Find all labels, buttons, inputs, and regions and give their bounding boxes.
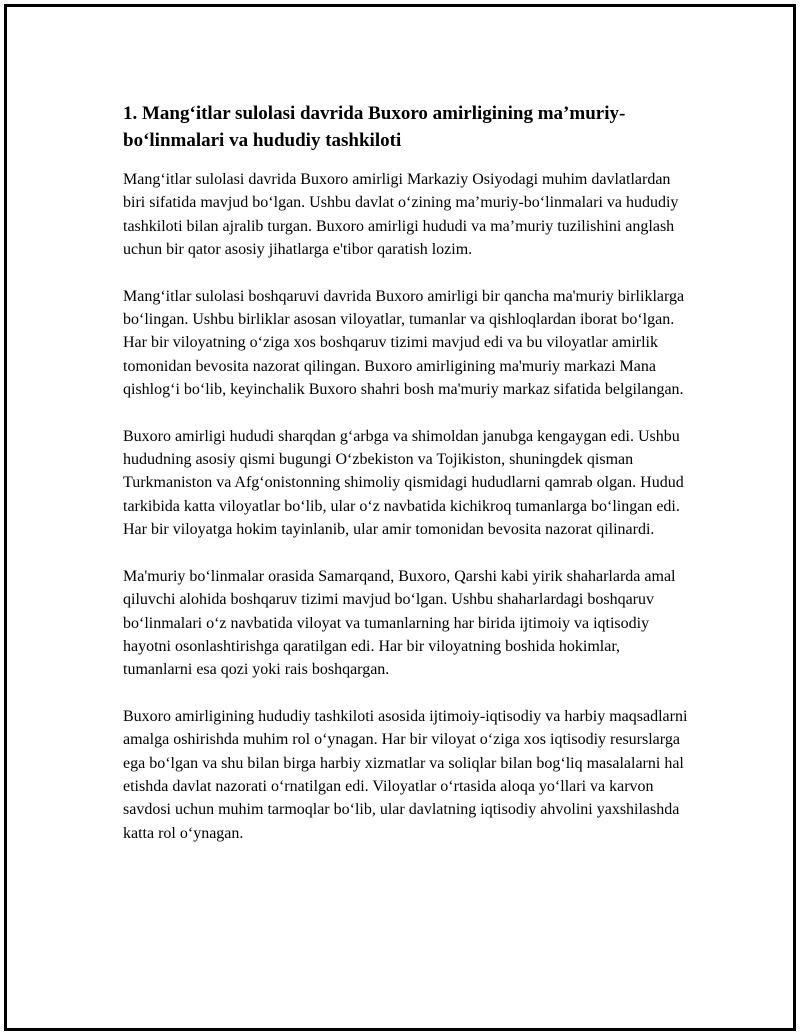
section-heading: 1. Mang‘itlar sulolasi davrida Buxoro amirligining ma’muriy-bo‘linmalari va hududiy tashkiloti: [123, 103, 626, 151]
paragraph-3: Buxoro amirligi hududi sharqdan g‘arbga va shimoldan janubga kengaygan edi. Ushbu hududning asosiy qismi bugungi O‘zbekiston va Tojikiston, shuningdek qisman Turkmaniston va Afg‘onistonning shimoliy qismidagi hududlarni qamrab olgan. Hudud tarkibida katta viloyatlar bo‘lib, ular o‘z navbatida kichikroq tumanlarga bo‘lingan edi. Har bir viloyatga hokim tayinlanib, ular amir tomonidan bevosita nazorat qilinardi.: [123, 427, 684, 539]
document-page: [4, 4, 796, 1031]
paragraph-1: Mang‘itlar sulolasi davrida Buxoro amirligi Markaziy Osiyodagi muhim davlatlardan biri sifatida mavjud bo‘lgan. Ushbu davlat o‘zining ma’muriy-bo‘linmalari va hududiy tashkiloti bilan ajralib turgan. Buxoro amirligi hududi va ma’muriy tuzilishini anglash uchun bir qator asosiy jihatlarga e'tibor qaratish lozim.: [123, 171, 679, 259]
document-body: [123, 100, 693, 868]
paragraph-5: Buxoro amirligining hududiy tashkiloti asosida ijtimoiy-iqtisodiy va harbiy maqsadlarni amalga oshirishda muhim rol o‘ynagan. Har bir viloyat o‘ziga xos iqtisodiy resurslarga ega bo‘lgan va shu bilan birga harbiy xizmatlar va soliqlar bilan bog‘liq masalalarni hal etishda davlat nazorati o‘rnatilgan edi. Viloyatlar o‘rtasida aloqa yo‘llari va karvon savdosi uchun muhim tarmoqlar bo‘lib, ular davlatning iqtisodiy ahvolini yaxshilashda katta rol o‘ynagan.: [123, 707, 688, 842]
paragraph-2: Mang‘itlar sulolasi boshqaruvi davrida Buxoro amirligi bir qancha ma'muriy birliklarga bo‘lingan. Ushbu birliklar asosan viloyatlar, tumanlar va qishloqlardan iborat bo‘lgan. Har bir viloyatning o‘ziga xos boshqaruv tizimi mavjud edi va bu viloyatlar amirlik tomonidan bevosita nazorat qilingan. Buxoro amirligining ma'muriy markazi Mana qishlog‘i bo‘lib, keyinchalik Buxoro shahri bosh ma'muriy markaz sifatida belgilangan.: [123, 287, 685, 399]
paragraph-4: Ma'muriy bo‘linmalar orasida Samarqand, Buxoro, Qarshi kabi yirik shaharlarda amal qiluvchi alohida boshqaruv tizimi mavjud bo‘lgan. Ushbu shaharlardagi boshqaruv bo‘linmalari o‘z navbatida viloyat va tumanlarning har birida ijtimoiy va iqtisodiy hayotni osonlashtirishga qaratilgan edi. Har bir viloyatning boshida hokimlar, tumanlarni esa qozi yoki rais boshqargan.: [123, 567, 676, 679]
